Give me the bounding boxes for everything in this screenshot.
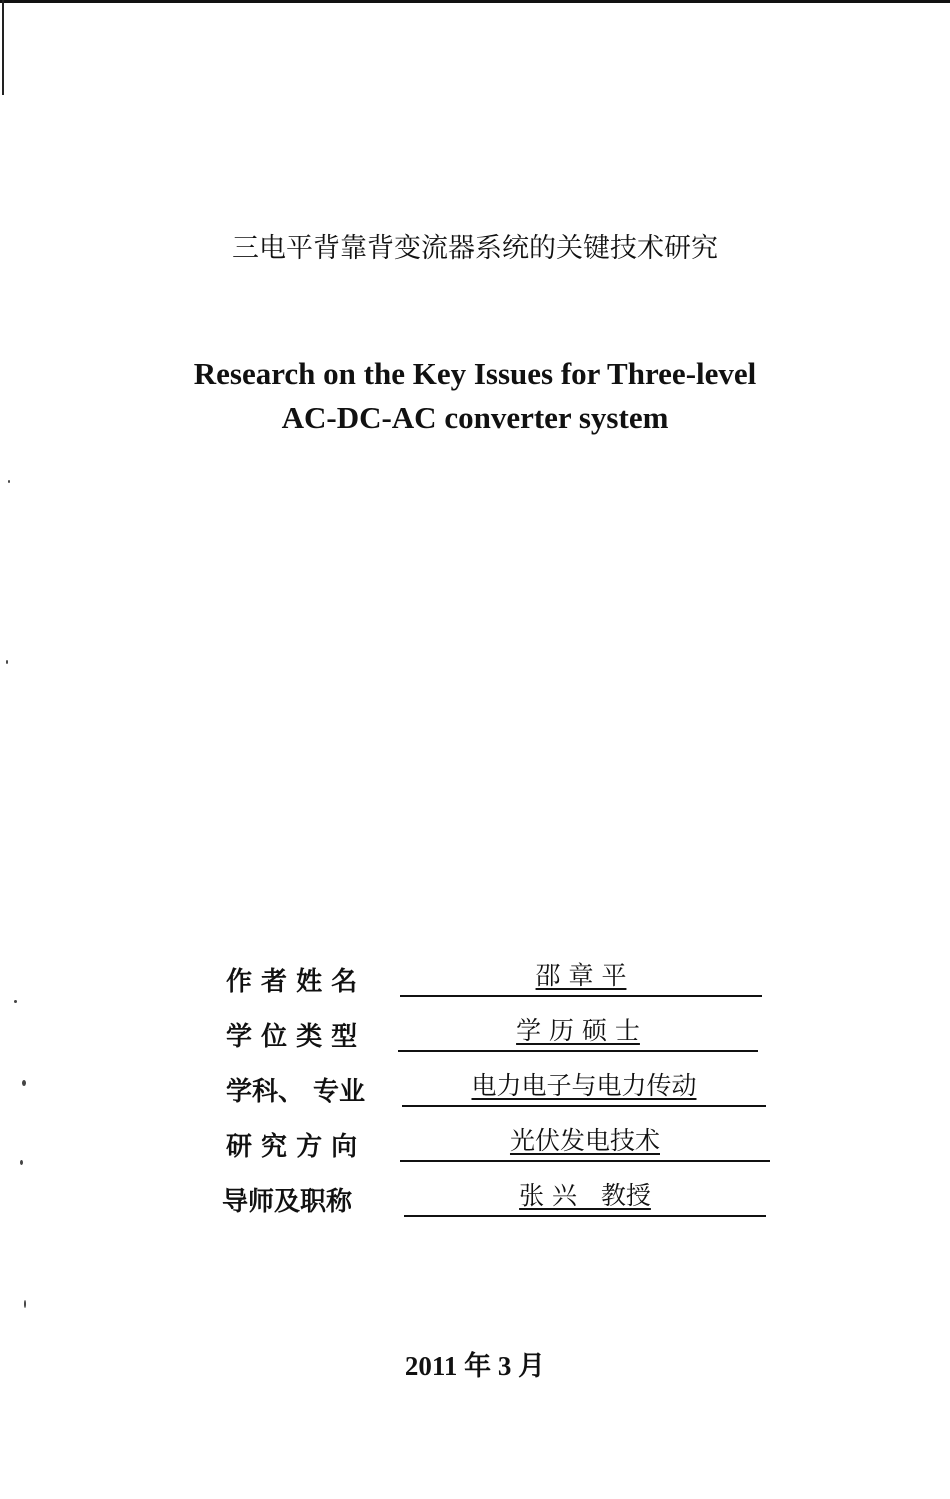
thesis-title-chinese: 三电平背靠背变流器系统的关键技术研究 [232, 233, 718, 264]
scan-border-left [2, 0, 4, 95]
major-label: 学科、 专业 [226, 1077, 366, 1107]
thesis-title-english-line-2: AC-DC-AC converter system [281, 400, 669, 435]
scan-speck [24, 1300, 26, 1308]
info-row-author [0, 961, 950, 1005]
info-row-supervisor [0, 1181, 950, 1225]
thesis-date: 2011 年 3 月 [404, 1351, 546, 1381]
author-label: 作 者 姓 名 [226, 967, 358, 997]
degree-type-label: 学 位 类 型 [226, 1022, 358, 1052]
supervisor-label: 导师及职称 [222, 1187, 353, 1217]
research-direction-value: 光伏发电技术 [400, 1126, 770, 1162]
research-direction-label: 研 究 方 向 [226, 1132, 358, 1162]
info-row-research-direction [0, 1126, 950, 1170]
scan-speck [6, 660, 8, 664]
degree-type-value: 学 历 硕 士 [398, 1016, 758, 1052]
major-value: 电力电子与电力传动 [402, 1071, 766, 1107]
author-value: 邵 章 平 [400, 961, 762, 997]
info-row-major [0, 1071, 950, 1115]
thesis-title-english-line-1: Research on the Key Issues for Three-level [193, 356, 757, 391]
supervisor-value: 张 兴 教授 [404, 1181, 766, 1217]
scan-border-top [0, 0, 950, 3]
scan-speck [8, 480, 10, 483]
info-row-degree-type [0, 1016, 950, 1060]
